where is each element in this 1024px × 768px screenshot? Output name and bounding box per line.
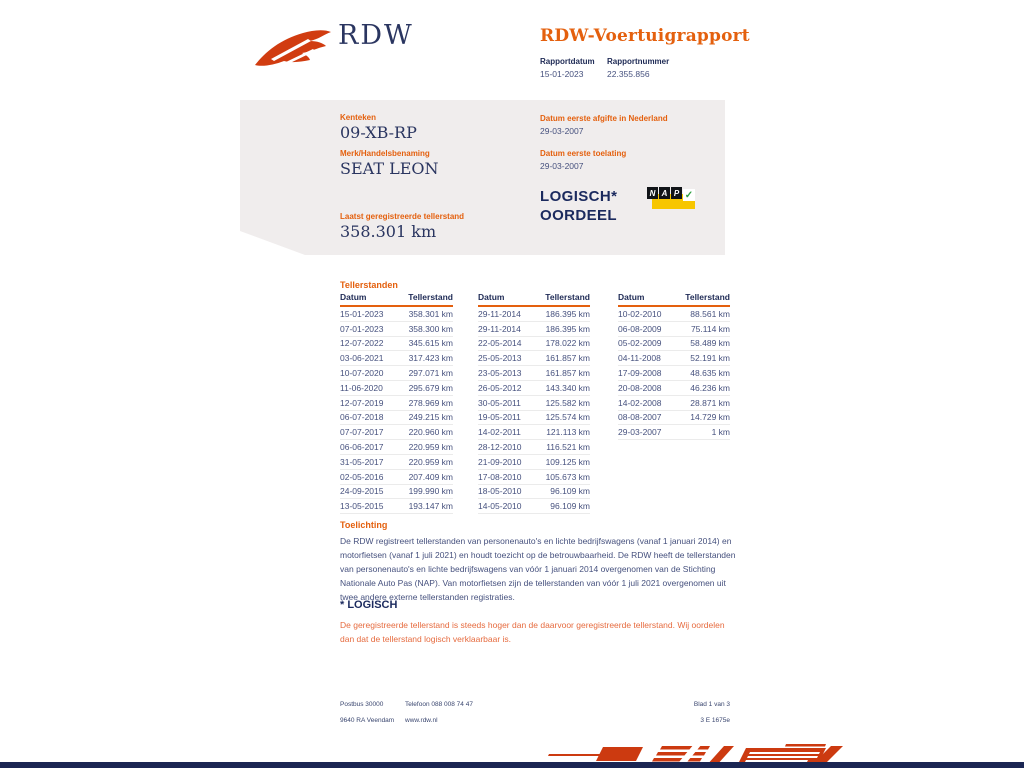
cell-value: 143.340 km	[545, 382, 590, 393]
footer-page-number: Blad 1 van 3	[693, 701, 730, 708]
toelating-value: 29-03-2007	[540, 161, 584, 171]
table-row	[478, 425, 590, 440]
rdw-logotype: RDW	[338, 20, 414, 51]
header-datum: Datum	[340, 292, 367, 302]
cell-value: 58.489 km	[690, 338, 730, 349]
header-datum: Datum	[478, 292, 505, 302]
table-row	[478, 411, 590, 426]
table-row	[340, 396, 453, 411]
cell-date: 06-07-2018	[340, 412, 384, 423]
cell-date: 06-06-2017	[340, 442, 384, 453]
cell-value: 48.635 km	[690, 368, 730, 379]
report-date-label: Rapportdatum	[540, 57, 595, 66]
table-row	[618, 351, 730, 366]
tellerstanden-title: Tellerstanden	[340, 280, 398, 290]
table-row	[478, 366, 590, 381]
tellerstanden-column-2	[478, 292, 590, 514]
table-row	[340, 440, 453, 455]
cell-date: 12-07-2022	[340, 338, 384, 349]
cell-value: 14.729 km	[690, 412, 730, 423]
table-row	[478, 351, 590, 366]
cell-date: 02-05-2016	[340, 471, 384, 482]
cell-value: 186.395 km	[545, 323, 590, 334]
table-row	[618, 396, 730, 411]
table-row	[478, 322, 590, 337]
report-number-value: 22.355.856	[607, 69, 650, 79]
table-row	[340, 307, 453, 322]
table-row	[618, 366, 730, 381]
cell-date: 29-03-2007	[618, 427, 662, 438]
cell-date: 08-08-2007	[618, 412, 662, 423]
table-header	[478, 292, 590, 307]
tellerstand-value: 358.301 km	[340, 222, 437, 241]
table-row	[340, 337, 453, 352]
cell-date: 07-01-2023	[340, 323, 384, 334]
cell-value: 199.990 km	[408, 486, 453, 497]
cell-date: 25-05-2013	[478, 353, 522, 364]
nap-letter-n: N	[647, 187, 658, 199]
table-row	[340, 499, 453, 514]
logisch-explanation: De geregistreerde tellerstand is steeds hoger dan de daarvoor geregistreerde tellerstand. Wij oordelen dan dat de tellerstand logisch verklaarbaar is.	[340, 620, 725, 644]
nap-letter-p: P	[671, 187, 682, 199]
cell-value: 220.959 km	[408, 456, 453, 467]
table-row	[478, 381, 590, 396]
table-body	[478, 307, 590, 514]
footer-phone: Telefoon 088 008 74 47	[405, 701, 473, 708]
footer-address-line2: 9640 RA Veendam	[340, 717, 395, 724]
bottom-navy-bar	[0, 762, 1024, 768]
vehicle-summary-card	[240, 100, 725, 255]
table-row	[340, 366, 453, 381]
cell-date: 31-05-2017	[340, 456, 384, 467]
oordeel-line1: LOGISCH*	[540, 188, 618, 205]
nap-logo	[646, 185, 696, 212]
kenteken-label: Kenteken	[340, 113, 377, 122]
cell-value: 295.679 km	[408, 382, 453, 393]
toelating-label: Datum eerste toelating	[540, 149, 627, 158]
table-body	[618, 307, 730, 440]
table-row	[618, 411, 730, 426]
oordeel-line2: OORDEEL	[540, 207, 617, 224]
nap-check-icon: ✓	[684, 189, 694, 201]
cell-value: 121.113 km	[546, 427, 590, 438]
cell-value: 125.582 km	[545, 397, 590, 408]
table-header	[340, 292, 453, 307]
footer-address	[340, 697, 394, 729]
table-row	[618, 381, 730, 396]
footer-form-code: 3 E 1675e	[700, 717, 730, 724]
cell-value: 105.673 km	[545, 471, 590, 482]
cell-date: 05-02-2009	[618, 338, 662, 349]
cell-value: 220.959 km	[408, 442, 453, 453]
cell-value: 52.191 km	[690, 353, 730, 364]
table-row	[340, 381, 453, 396]
cell-date: 04-11-2008	[618, 353, 661, 364]
document-title: RDW-Voertuigrapport	[540, 26, 750, 46]
table-row	[478, 307, 590, 322]
cell-date: 21-09-2010	[478, 456, 522, 467]
table-row	[618, 425, 730, 440]
header-tellerstand: Tellerstand	[545, 292, 590, 302]
cell-value: 1 km	[711, 427, 730, 438]
table-row	[478, 485, 590, 500]
cell-date: 29-11-2014	[478, 308, 521, 319]
cell-date: 13-05-2015	[340, 501, 384, 512]
cell-value: 193.147 km	[408, 501, 453, 512]
afgifte-label: Datum eerste afgifte in Nederland	[540, 114, 668, 123]
cell-value: 96.109 km	[550, 501, 590, 512]
cell-date: 30-05-2011	[478, 397, 521, 408]
table-row	[478, 396, 590, 411]
cell-date: 14-05-2010	[478, 501, 522, 512]
table-row	[340, 455, 453, 470]
header-tellerstand: Tellerstand	[685, 292, 730, 302]
cell-value: 46.236 km	[690, 382, 730, 393]
cell-date: 07-07-2017	[340, 427, 384, 438]
cell-date: 24-09-2015	[340, 486, 384, 497]
table-row	[478, 337, 590, 352]
footer-address-line1: Postbus 30000	[340, 701, 384, 708]
cell-date: 10-02-2010	[618, 308, 662, 319]
cell-date: 14-02-2011	[478, 427, 521, 438]
cell-value: 278.969 km	[408, 397, 453, 408]
table-row	[478, 440, 590, 455]
cell-date: 03-06-2021	[340, 353, 384, 364]
footer-page-info	[630, 697, 730, 729]
tellerstanden-column-1	[340, 292, 453, 514]
cell-value: 186.395 km	[545, 308, 590, 319]
table-row	[340, 470, 453, 485]
merk-value: SEAT LEON	[340, 159, 439, 178]
cell-value: 220.960 km	[408, 427, 453, 438]
cell-value: 125.574 km	[545, 412, 590, 423]
table-row	[340, 485, 453, 500]
cell-value: 249.215 km	[408, 412, 453, 423]
cell-value: 28.871 km	[690, 397, 730, 408]
rdw-bird-logo-icon	[253, 26, 333, 72]
afgifte-value: 29-03-2007	[540, 126, 584, 136]
table-row	[478, 470, 590, 485]
header-tellerstand: Tellerstand	[408, 292, 453, 302]
cell-date: 10-07-2020	[340, 368, 384, 379]
table-row	[340, 322, 453, 337]
footer-contact	[405, 697, 473, 729]
table-row	[478, 499, 590, 514]
cell-value: 297.071 km	[408, 368, 453, 379]
cell-date: 19-05-2011	[478, 412, 521, 423]
cell-value: 96.109 km	[550, 486, 590, 497]
cell-value: 358.301 km	[408, 308, 453, 319]
toelichting-title: Toelichting	[340, 520, 388, 530]
cell-date: 14-02-2008	[618, 397, 662, 408]
table-row	[618, 337, 730, 352]
cell-value: 116.521 km	[546, 442, 590, 453]
cell-value: 109.125 km	[545, 456, 590, 467]
cell-date: 23-05-2013	[478, 368, 522, 379]
cell-value: 161.857 km	[545, 368, 590, 379]
logisch-heading: * LOGISCH	[340, 599, 398, 611]
cell-date: 12-07-2019	[340, 397, 384, 408]
cell-date: 11-06-2020	[340, 382, 383, 393]
cell-value: 88.561 km	[690, 308, 730, 319]
cell-date: 17-08-2010	[478, 471, 522, 482]
report-date-value: 15-01-2023	[540, 69, 584, 79]
table-row	[618, 307, 730, 322]
report-number-label: Rapportnummer	[607, 57, 670, 66]
tellerstanden-column-3	[618, 292, 730, 440]
cell-value: 345.615 km	[408, 338, 453, 349]
table-body	[340, 307, 453, 514]
cell-date: 15-01-2023	[340, 308, 384, 319]
cell-date: 18-05-2010	[478, 486, 522, 497]
table-row	[478, 455, 590, 470]
cell-value: 207.409 km	[408, 471, 453, 482]
merk-label: Merk/Handelsbenaming	[340, 149, 430, 158]
kenteken-value: 09-XB-RP	[340, 123, 417, 142]
table-row	[340, 351, 453, 366]
cell-value: 358.300 km	[408, 323, 453, 334]
cell-date: 06-08-2009	[618, 323, 662, 334]
nap-letter-a: A	[659, 187, 670, 199]
tellerstand-label: Laatst geregistreerde tellerstand	[340, 212, 465, 221]
cell-value: 161.857 km	[545, 353, 590, 364]
table-row	[340, 411, 453, 426]
cell-date: 28-12-2010	[478, 442, 522, 453]
cell-value: 317.423 km	[408, 353, 453, 364]
footer-website: www.rdw.nl	[405, 717, 438, 724]
table-row	[618, 322, 730, 337]
cell-date: 17-09-2008	[618, 368, 662, 379]
toelichting-body: De RDW registreert tellerstanden van personenauto's en lichte bedrijfswagens (vanaf 1 januari 2014) en motorfietsen (vanaf 1 juli 2021) en houdt toezicht op de betrouwbaarheid. De RDW heeft de tellerstanden van personenauto's en lichte bedrijfswagens van vóór 1 januari 2014 overgenomen van de Stichting Nationale Auto Pas (NAP). Van motorfietsen zijn de tellerstanden van vóór 1 juli 2021 overgenomen uit twee andere externe tellerstanden registraties.	[340, 536, 736, 602]
cell-date: 29-11-2014	[478, 323, 521, 334]
cell-value: 75.114 km	[690, 323, 730, 334]
cell-date: 26-05-2012	[478, 382, 522, 393]
cell-value: 178.022 km	[545, 338, 590, 349]
table-row	[340, 425, 453, 440]
header-datum: Datum	[618, 292, 645, 302]
table-header	[618, 292, 730, 307]
cell-date: 20-08-2008	[618, 382, 662, 393]
cell-date: 22-05-2014	[478, 338, 522, 349]
